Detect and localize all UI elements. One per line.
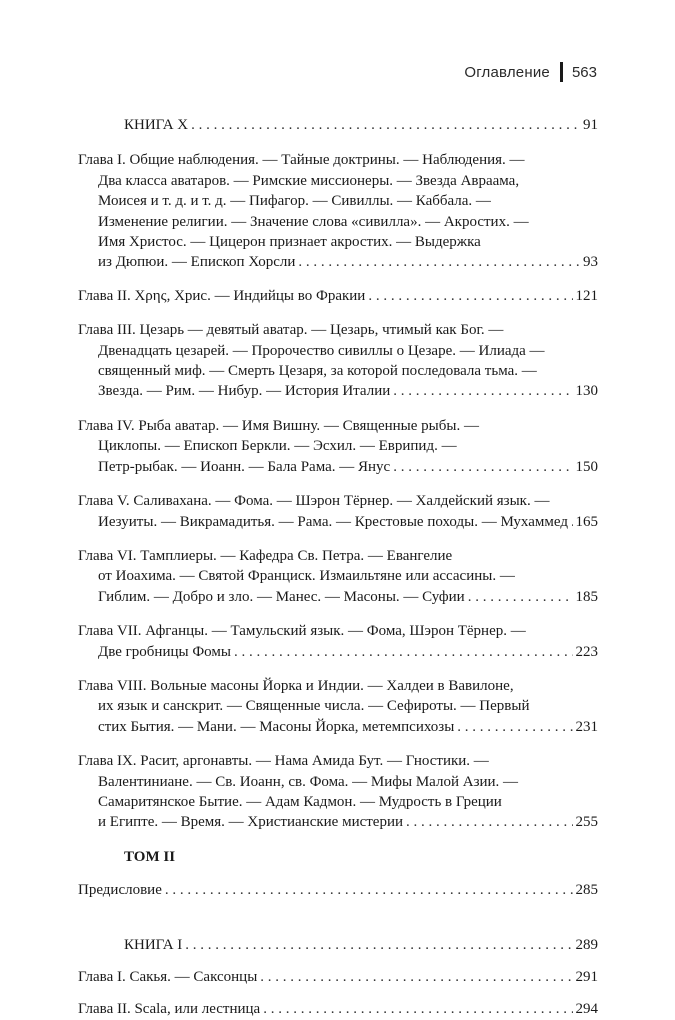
toc-page-number: 289	[575, 936, 598, 953]
leader-dots	[468, 587, 573, 607]
toc-line: Глава VIII. Вольные масоны Йорка и Индии. — Халдеи в Вавилоне,	[78, 677, 514, 694]
toc-chapter[interactable]	[78, 751, 598, 833]
leader-dots	[298, 252, 580, 272]
toc-line: Петр-рыбак. — Иоанн. — Бала Рама. — Янус	[98, 458, 391, 475]
leader-dots	[457, 717, 572, 737]
leader-dots	[393, 457, 572, 477]
running-head	[464, 62, 597, 82]
toc-line: Глава II. Χρης, Хрис. — Индийцы во Фракии	[78, 287, 366, 304]
leader-dots	[368, 286, 572, 306]
leader-dots	[406, 812, 572, 832]
toc-book-x[interactable]	[78, 115, 598, 135]
toc-line: Гиблим. — Добро и зло. — Манес. — Масоны. — Суфии	[98, 588, 465, 605]
toc-line: Глава IX. Расит, аргонавты. — Нама Амида Бут. — Гностики. —	[78, 753, 489, 770]
running-head-title: Оглавление	[464, 63, 550, 81]
toc-page-number: 93	[583, 254, 598, 271]
toc-page-number: 294	[575, 1001, 598, 1018]
toc-page-number: 165	[575, 513, 598, 530]
toc-line: Глава VI. Тамплиеры. — Кафедра Св. Петра. — Евангелие	[78, 547, 453, 564]
toc-page-number: 291	[575, 969, 598, 985]
leader-dots	[393, 381, 572, 401]
toc-line: Два класса аватаров. — Римские миссионеры. — Звезда Авраама,	[98, 172, 520, 189]
toc-line: Иезуиты. — Викрамадитья. — Рама. — Крестовые походы. — Мухаммед	[98, 513, 568, 530]
leader-dots	[185, 935, 572, 955]
toc-line: из Дюпюи. — Епископ Хорсли	[98, 254, 296, 271]
toc-chapter[interactable]	[78, 999, 598, 1019]
toc-page-number: 255	[575, 814, 598, 831]
toc-book-x-page: 91	[583, 117, 598, 133]
toc-line: Двенадцать цезарей. — Пророчество сивиллы о Цезаре. — Илиада —	[98, 342, 545, 359]
toc-line: Глава I. Общие наблюдения. — Тайные доктрины. — Наблюдения. —	[78, 152, 525, 169]
toc-page-number: 121	[575, 287, 598, 304]
toc-line: Глава VII. Афганцы. — Тамульский язык. — Фома, Шэрон Тёрнер. —	[78, 623, 526, 640]
toc-page-number: 185	[575, 588, 598, 605]
toc-line: Самаритянское Бытие. — Адам Кадмон. — Мудрость в Греции	[98, 793, 502, 810]
toc-line: Моисея и т. д. и т. д. — Пифагор. — Сивиллы. — Каббала. —	[98, 193, 491, 210]
leader-dots	[234, 642, 573, 662]
toc-preface-label: Предисловие	[78, 882, 162, 899]
toc-line: их язык и санскрит. — Священные числа. — Сефироты. — Первый	[98, 698, 530, 715]
leader-dots	[165, 880, 573, 900]
toc-line: Валентиниане. — Св. Иоанн, св. Фома. — Мифы Малой Азии. —	[98, 773, 519, 790]
toc-page-number: 130	[575, 383, 598, 400]
toc-chapter[interactable]	[78, 416, 598, 477]
toc-chapter[interactable]	[78, 967, 598, 987]
toc-line: Глава I. Сакья. — Саксонцы	[78, 969, 258, 985]
toc-line: Циклопы. — Епископ Беркли. — Эсхил. — Еврипид. —	[98, 438, 457, 455]
toc-chapter[interactable]	[78, 546, 598, 607]
leader-dots	[571, 512, 573, 532]
toc-preface[interactable]	[78, 880, 598, 900]
table-of-contents	[78, 115, 598, 1020]
toc-chapter[interactable]	[78, 621, 598, 662]
toc-page-number: 231	[575, 718, 598, 735]
toc-book-i-label: КНИГА I	[124, 936, 183, 953]
toc-book-i[interactable]	[78, 935, 598, 955]
toc-line: Глава II. Scala, или лестница	[78, 1001, 261, 1018]
toc-line: Изменение религии. — Значение слова «сивилла». — Акростих. —	[98, 213, 529, 230]
leader-dots	[263, 999, 572, 1019]
toc-chapter[interactable]	[78, 286, 598, 306]
toc-line: Две гробницы Фомы	[98, 643, 231, 660]
toc-line: Имя Христос. — Цицерон признает акростих. — Выдержка	[98, 234, 481, 251]
leader-dots	[260, 967, 572, 987]
toc-chapter[interactable]	[78, 150, 598, 272]
toc-chapter[interactable]	[78, 320, 598, 402]
toc-volume-heading: ТОМ II	[124, 848, 176, 865]
toc-page-number: 223	[575, 643, 598, 660]
toc-chapter[interactable]	[78, 491, 598, 532]
toc-line: священный миф. — Смерть Цезаря, за которой последовала тьма. —	[98, 363, 537, 380]
toc-page-number: 285	[575, 882, 598, 899]
toc-line: стих Бытия. — Мани. — Масоны Йорка, метемпсихозы	[98, 718, 455, 735]
toc-chapter[interactable]	[78, 676, 598, 737]
running-head-separator	[560, 62, 563, 82]
toc-line: Глава V. Саливахана. — Фома. — Шэрон Тёрнер. — Халдейский язык. —	[78, 493, 550, 510]
toc-line: Глава III. Цезарь — девятый аватар. — Цезарь, чтимый как Бог. —	[78, 322, 504, 339]
toc-line: Звезда. — Рим. — Нибур. — История Италии	[98, 383, 391, 400]
toc-line: от Иоахима. — Святой Франциск. Измаильтяне или ассасины. —	[98, 568, 515, 585]
toc-page-number: 150	[575, 458, 598, 475]
toc-book-x-label: КНИГА X	[124, 117, 189, 133]
page-number: 563	[571, 63, 597, 81]
toc-line: Глава IV. Рыба аватар. — Имя Вишну. — Священные рыбы. —	[78, 417, 479, 434]
toc-line: и Египте. — Время. — Христианские мистерии	[98, 814, 404, 831]
leader-dots	[191, 115, 580, 135]
